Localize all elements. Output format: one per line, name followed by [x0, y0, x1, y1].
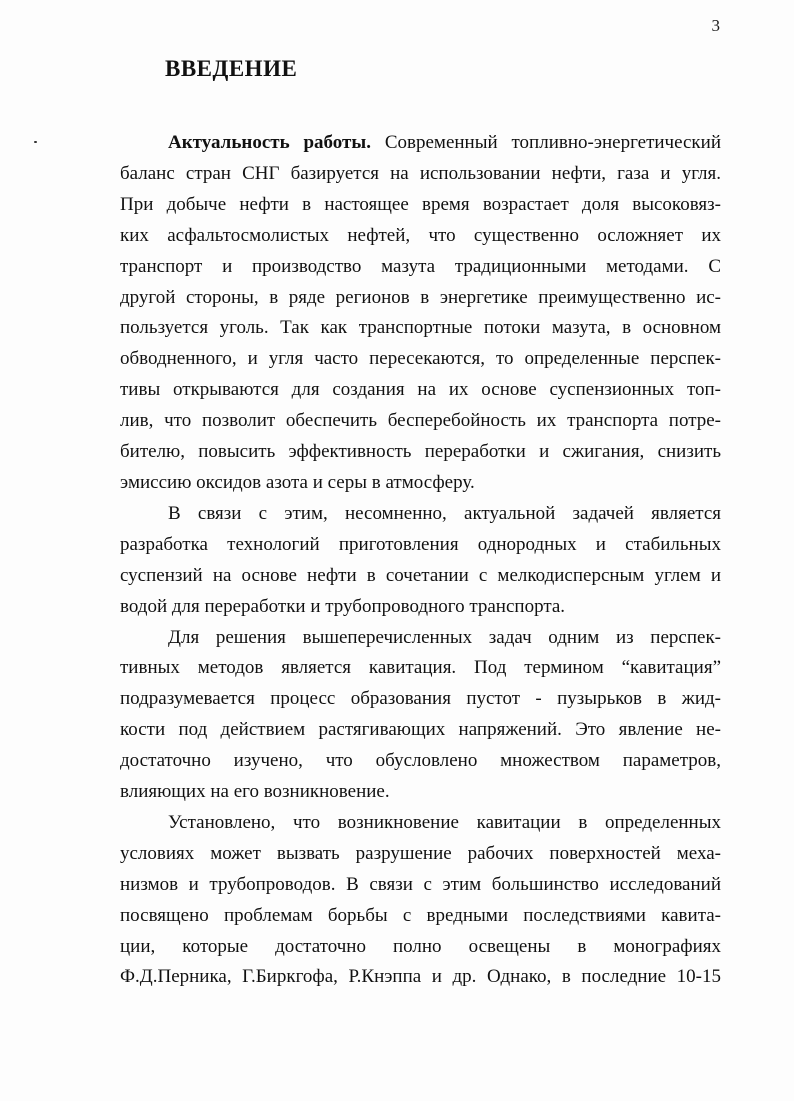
paragraph-line: эмиссию оксидов азота и серы в атмосферу.: [120, 471, 475, 493]
paragraph-line: транспорт и производство мазута традиционными методами. С: [120, 255, 721, 277]
lead-term: Актуальность работы.: [168, 132, 371, 153]
paragraph-line: другой стороны, в ряде регионов в энергетике преимущественно ис-: [120, 286, 721, 308]
paragraph-1: [120, 128, 721, 499]
paragraph-line: При добыче нефти в настоящее время возрастает доля высоковяз-: [120, 193, 721, 215]
paragraph-line: водой для переработки и трубопроводного транспорта.: [120, 595, 566, 617]
paragraph-3: [120, 623, 721, 808]
paragraph-line: достаточно изучено, что обусловлено множеством параметров,: [120, 750, 721, 772]
paragraph-4: [120, 808, 721, 993]
page-number: 3: [711, 16, 720, 35]
paragraph-line: ции, которые достаточно полно освещены в монографиях: [120, 935, 721, 957]
paragraph-line: лив, что позволит обеспечить бесперебойность их транспорта потре-: [120, 410, 721, 432]
paragraph-line: низмов и трубопроводов. В связи с этим большинство исследований: [120, 873, 721, 895]
paragraph-line: обводненного, и угля часто пересекаются, то определенные перспек-: [120, 348, 721, 370]
paragraph-line: пользуется уголь. Так как транспортные потоки мазута, в основном: [120, 317, 721, 339]
paragraph-line: Актуальность работы. Современный топливно-энергетический: [168, 132, 721, 153]
paragraph-line: посвящено проблемам борьбы с вредными последствиями кавита-: [120, 904, 721, 926]
paragraph-2: [120, 499, 721, 623]
paragraph-line: тивных методов является кавитация. Под термином “кавитация”: [120, 657, 721, 679]
paragraph-line: кости под действием растягивающих напряжений. Это явление не-: [120, 719, 721, 741]
paragraph-line: подразумевается процесс образования пустот - пузырьков в жид-: [120, 688, 721, 710]
paragraph-line: Установлено, что возникновение кавитации в определенных: [168, 811, 721, 833]
paragraph-line: В связи с этим, несомненно, актуальной задачей является: [168, 502, 721, 524]
paragraph-line: условиях может вызвать разрушение рабочих поверхностей меха-: [120, 842, 721, 864]
paragraph-line: баланс стран СНГ базируется на использовании нефти, газа и угля.: [120, 162, 721, 184]
paragraph-line: бителю, повысить эффективность переработки и сжигания, снизить: [120, 441, 721, 463]
paragraph-line: ких асфальтосмолистых нефтей, что существенно осложняет их: [120, 224, 721, 246]
paragraph-line: Для решения вышеперечисленных задач одним из перспек-: [168, 626, 721, 648]
body-text: [120, 128, 721, 993]
paragraph-line: суспензий на основе нефти в сочетании с мелкодисперсным углем и: [120, 564, 721, 586]
scan-speck: [34, 141, 37, 143]
section-heading: ВВЕДЕНИЕ: [165, 56, 298, 81]
paragraph-line: разработка технологий приготовления однородных и стабильных: [120, 533, 721, 555]
paragraph-line: влияющих на его возникновение.: [120, 781, 390, 803]
paragraph-line: Ф.Д.Перника, Г.Биркгофа, Р.Кнэппа и др. Однако, в последние 10-15: [120, 966, 721, 988]
paragraph-line: тивы открываются для создания на их основе суспензионных топ-: [120, 379, 721, 401]
